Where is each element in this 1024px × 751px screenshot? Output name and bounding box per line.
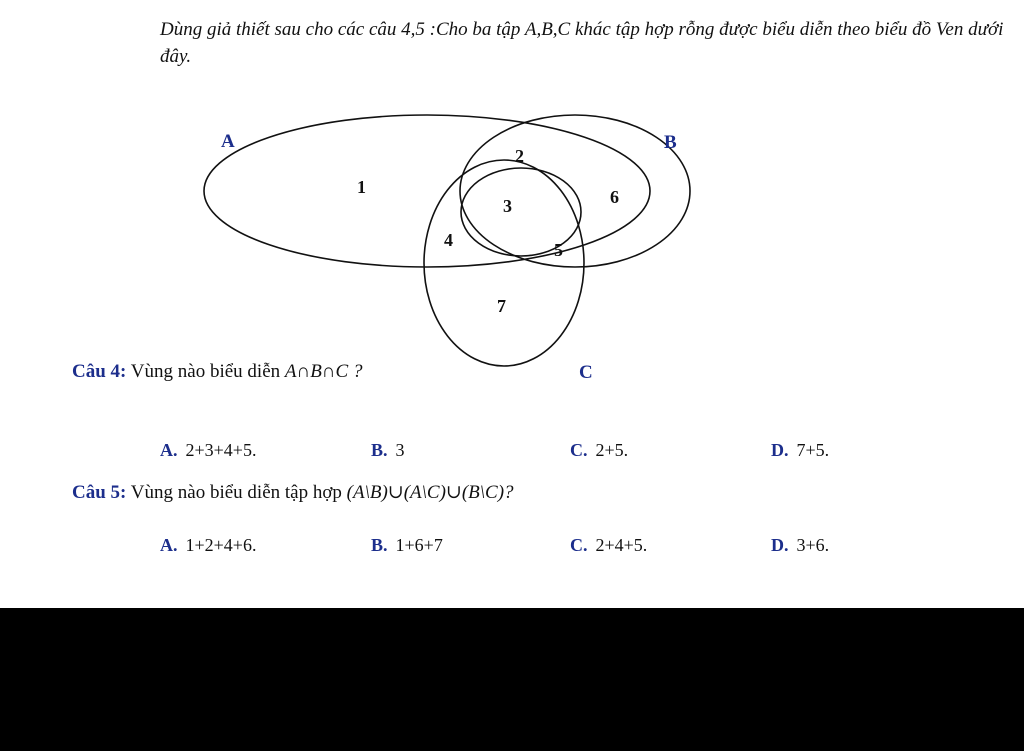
q5-option-d[interactable]	[771, 535, 829, 556]
question-5-label: Câu 5:	[72, 482, 127, 503]
region-4: 4	[444, 230, 453, 250]
question-5	[72, 481, 514, 504]
set-label-b: B	[664, 132, 677, 153]
q4-option-c-text: 2+5.	[595, 440, 629, 460]
q4-option-b-letter: B.	[371, 440, 388, 460]
region-5: 5	[554, 240, 563, 260]
set-b-ellipse	[460, 115, 690, 267]
q4-option-a-letter: A.	[160, 440, 178, 460]
region-3: 3	[503, 196, 512, 216]
q5-option-a[interactable]	[160, 535, 256, 556]
q5-option-a-letter: A.	[160, 535, 178, 555]
q5-option-d-letter: D.	[771, 535, 789, 555]
q5-option-c-text: 2+4+5.	[595, 535, 648, 555]
set-label-a: A	[221, 131, 235, 152]
q4-option-a-text: 2+3+4+5.	[185, 440, 257, 460]
region-1: 1	[357, 177, 366, 197]
q4-option-d-text: 7+5.	[796, 440, 830, 460]
q4-option-b-text: 3	[395, 440, 405, 460]
question-4	[72, 361, 362, 383]
q5-option-a-text: 1+2+4+6.	[185, 535, 257, 555]
q5-option-d-text: 3+6.	[796, 535, 830, 555]
region-2: 2	[515, 146, 524, 166]
q4-option-c[interactable]	[570, 440, 628, 461]
q5-option-c-letter: C.	[570, 535, 588, 555]
inner-ellipse	[461, 168, 581, 256]
question-4-label: Câu 4:	[72, 361, 127, 382]
q4-option-a[interactable]	[160, 440, 256, 461]
q4-option-c-letter: C.	[570, 440, 588, 460]
intro-text: Dùng giả thiết sau cho các câu 4,5 :Cho ba tập A,B,C khác tập hợp rỗng được biểu diễn theo biểu đồ Ven dưới đây.	[160, 19, 1004, 67]
q5-option-b[interactable]	[371, 535, 443, 556]
q5-option-c[interactable]	[570, 535, 647, 556]
q4-option-d-letter: D.	[771, 440, 789, 460]
q5-option-b-letter: B.	[371, 535, 388, 555]
question-4-text: Vùng nào biểu diễn	[130, 361, 281, 382]
q4-option-b[interactable]	[371, 440, 405, 461]
question-5-text: Vùng nào biểu diễn tập hợp	[130, 482, 342, 503]
black-band	[0, 608, 1024, 751]
region-6: 6	[610, 187, 619, 207]
q5-option-b-text: 1+6+7	[395, 535, 443, 555]
question-5-expression: (A\B)∪(A\C)∪(B\C)?	[346, 482, 514, 503]
set-label-c: C	[579, 362, 593, 383]
question-4-expression: A∩B∩C ?	[284, 361, 363, 382]
q4-option-d[interactable]	[771, 440, 829, 461]
region-7: 7	[497, 296, 506, 316]
